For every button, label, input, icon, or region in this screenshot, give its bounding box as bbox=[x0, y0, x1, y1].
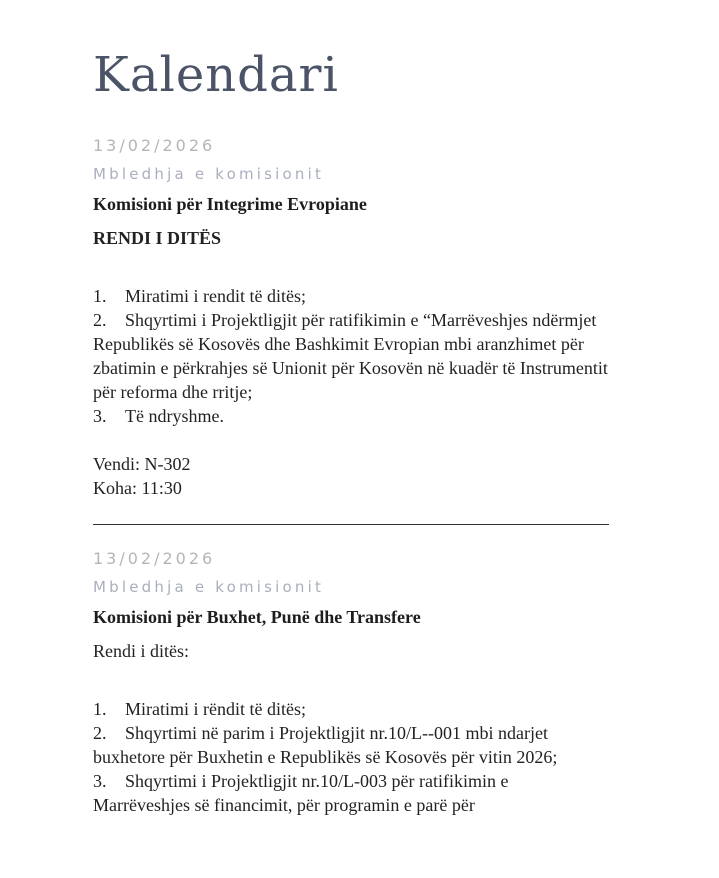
item-text: Miratimi i rendit të ditës; bbox=[125, 286, 306, 306]
event-type: Mbledhja e komisionit bbox=[93, 165, 325, 183]
event-time: Koha: 11:30 bbox=[93, 478, 182, 498]
item-number: 3. bbox=[93, 406, 107, 426]
agenda-title: RENDI I DITËS bbox=[93, 228, 222, 248]
agenda-item bbox=[93, 404, 609, 428]
agenda-item bbox=[93, 284, 609, 308]
event-committee[interactable]: Komisioni për Integrime Evropiane bbox=[93, 194, 367, 214]
calendar-page bbox=[93, 0, 609, 817]
item-number: 1. bbox=[93, 286, 107, 306]
agenda-list bbox=[93, 697, 609, 817]
event-date: 13/02/2026 bbox=[93, 549, 216, 568]
agenda-item bbox=[93, 308, 609, 404]
event-item bbox=[93, 136, 609, 500]
page-title: Kalendari bbox=[93, 47, 339, 103]
item-number: 2. bbox=[93, 723, 107, 743]
agenda-item bbox=[93, 769, 609, 817]
event-item bbox=[93, 549, 609, 817]
event-committee[interactable]: Komisioni për Buxhet, Punë dhe Transfere bbox=[93, 607, 421, 627]
agenda-item bbox=[93, 697, 609, 721]
item-text: Shqyrtimi i Projektligjit për ratifikimin e “Marrëveshjes ndërmjet Republikës së Kosovës dhe Bashkimit Evropian mbi aranzhimet për zbatimin e përkrahjes së Unionit për Kosovën në kuadër të Instrumentit për reforma dhe rritje; bbox=[93, 310, 608, 402]
event-location: Vendi: N-302 bbox=[93, 454, 191, 474]
event-date: 13/02/2026 bbox=[93, 136, 216, 155]
item-text: Miratimi i rëndit të ditës; bbox=[125, 699, 306, 719]
event-type: Mbledhja e komisionit bbox=[93, 578, 325, 596]
event-info bbox=[93, 452, 609, 500]
item-number: 3. bbox=[93, 771, 107, 791]
agenda-title: Rendi i ditës: bbox=[93, 641, 189, 661]
agenda-list bbox=[93, 284, 609, 428]
item-number: 2. bbox=[93, 310, 107, 330]
agenda-item bbox=[93, 721, 609, 769]
item-text: Të ndryshme. bbox=[125, 406, 224, 426]
event-divider bbox=[93, 524, 609, 525]
item-text: Shqyrtimi në parim i Projektligjit nr.10/L--001 mbi ndarjet buxhetore për Buxhetin e Republikës së Kosovës për vitin 2026; bbox=[93, 723, 558, 767]
item-number: 1. bbox=[93, 699, 107, 719]
item-text: Shqyrtimi i Projektligjit nr.10/L-003 për ratifikimin e Marrëveshjes së financimit, për programin e parë për bbox=[93, 771, 509, 815]
